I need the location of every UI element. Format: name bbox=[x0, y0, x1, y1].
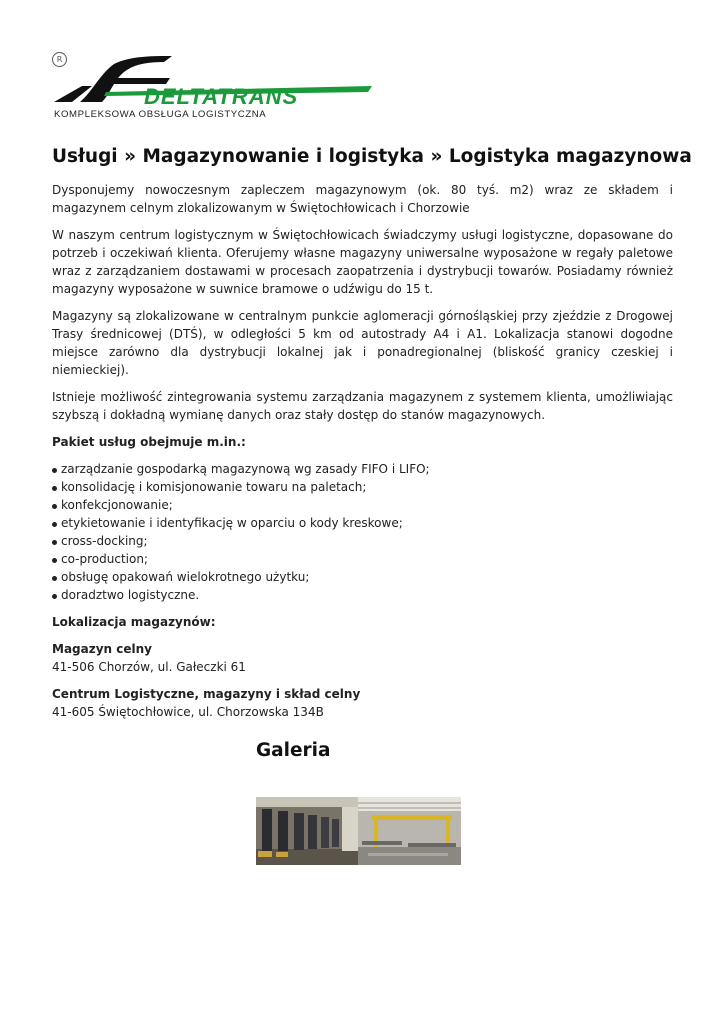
company-logo[interactable] bbox=[52, 52, 382, 124]
list-item: co-production; bbox=[52, 550, 673, 568]
locations-heading: Lokalizacja magazynów: bbox=[52, 615, 216, 629]
brand-wordmark: DELTATRANS bbox=[144, 84, 299, 108]
paragraph-intro: Dysponujemy nowoczesnym zapleczem magazynowym (ok. 80 tyś. m2) wraz ze składem i magazynem celnym zlokalizowanym w Świętochłowicach i Chorzowie bbox=[52, 183, 673, 215]
services-list bbox=[52, 460, 673, 604]
list-item: konfekcjonowanie; bbox=[52, 496, 673, 514]
list-item: doradztwo logistyczne. bbox=[52, 586, 673, 604]
location-item bbox=[52, 685, 673, 721]
warehouse-gantry-crane-photo[interactable] bbox=[358, 797, 461, 865]
location-address: 41-605 Świętochłowice, ul. Chorzowska 134B bbox=[52, 705, 324, 719]
list-item: obsługę opakowań wielokrotnego użytku; bbox=[52, 568, 673, 586]
location-name: Magazyn celny bbox=[52, 642, 152, 656]
page-title: Usługi » Magazynowanie i logistyka » Logistyka magazynowa bbox=[52, 146, 692, 167]
location-address: 41-506 Chorzów, ul. Gałeczki 61 bbox=[52, 660, 246, 674]
location-name: Centrum Logistyczne, magazyny i skład celny bbox=[52, 687, 361, 701]
list-item: etykietowanie i identyfikację w oparciu o kody kreskowe; bbox=[52, 514, 673, 532]
paragraph-integracja: Istnieje możliwość zintegrowania systemu zarządzania magazynem z systemem klienta, umożliwiając szybszą i dokładną wymianę danych oraz stały dostęp do stanów magazynowych. bbox=[52, 390, 673, 422]
list-item: zarządzanie gospodarką magazynową wg zasady FIFO i LIFO; bbox=[52, 460, 673, 478]
logo-tagline: KOMPLEKSOWA OBSŁUGA LOGISTYCZNA bbox=[54, 109, 267, 120]
location-item bbox=[52, 640, 673, 676]
list-item: konsolidację i komisjonowanie towaru na paletach; bbox=[52, 478, 673, 496]
paragraph-centrum: W naszym centrum logistycznym w Świętochłowicach świadczymy usługi logistyczne, dopasowane do potrzeb i oczekiwań klienta. Oferujemy własne magazyny uniwersalne wyposażone w regały paletowe wraz z zarządzaniem dostawami w procesach zaopatrzenia i dystrybucji towarów. Posiadamy również magazyny wyposażone w suwnice bramowe o udźwigu do 15 t. bbox=[52, 228, 673, 296]
article-content bbox=[52, 181, 673, 730]
services-heading: Pakiet usług obejmuje m.in.: bbox=[52, 435, 246, 449]
list-item: cross-docking; bbox=[52, 532, 673, 550]
gallery-title: Galeria bbox=[256, 740, 331, 761]
deltatrans-logo-graphic bbox=[52, 52, 382, 108]
paragraph-lokalizacja: Magazyny są zlokalizowane w centralnym punkcie aglomeracji górnośląskiej przy zjeździe z Drogowej Trasy średnicowej (DTŚ), w odległości 5 km od autostrady A4 i A1. Lokalizacja stanowi dogodne miejsce zarówno dla dystrybucji lokalnej jak i ponadregionalnej (bliskość granicy czeskiej i niemieckiej). bbox=[52, 309, 673, 377]
registered-mark: R bbox=[52, 52, 67, 67]
gallery-strip[interactable] bbox=[256, 797, 461, 865]
warehouse-loading-docks-photo[interactable] bbox=[256, 797, 358, 865]
